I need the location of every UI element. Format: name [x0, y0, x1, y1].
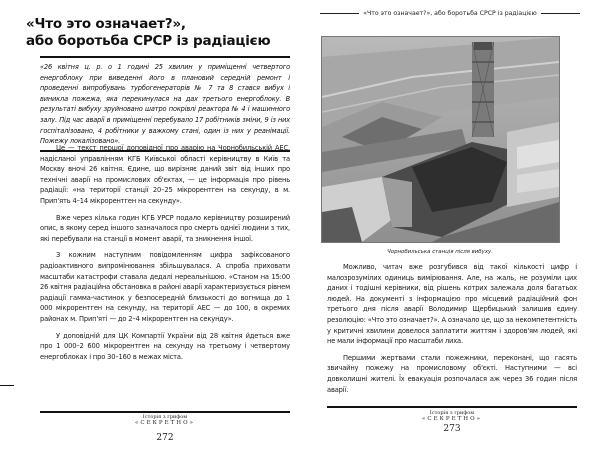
chapter-title [26, 16, 296, 50]
page-number: 273 [443, 424, 461, 434]
paragraph: Можливо, читач вже розгубився від такої кількості цифр і малозрозумілих одиниць вимірювання. Але, на жаль, не розуміли цих даних і тодішні керівники, від рішень котрих залежала доля багатьох людей. На документі з інформацією про місцевий радіаційний фон третього дня після аварії Володимир Щербицький залишив єдину резолюцію: «Что это означает?». А означало це, що за некомпетентність у критичні хвилини довелося заплатити життям і здоров'ям людей, які не мали інформації про масштаби лиха. [327, 263, 577, 346]
footer-divider [327, 406, 577, 408]
right-page-footer [327, 410, 577, 434]
chornobyl-plant-photo [321, 36, 560, 243]
left-page-footer [40, 414, 290, 443]
running-header-text: «Что это означает?», або боротьба СРСР із радіацією [363, 10, 537, 17]
quote-text: «26 квітня ц. р. о 1 годині 25 хвилин у приміщенні четвертого енергоблоку при виведенні його в плановий середній ремонт і проведенні випробувань турбогенераторів № 7 та 8 стався вибух і виникла пожежа, яка перекинулася на дах третього енергоблоку. В результаті вибуху зруйновано шатро покрівлі реактора № 4 і машинного залу. Під час аварії в приміщенні перебувало 17 робітників зміни, 9 із них госпіталізовано, 4 робітники у важкому стані, один із них у реанімації. Пожежу локалізовано». [40, 63, 290, 146]
series-title: Історія з грифом [429, 410, 475, 416]
footer-divider [40, 411, 290, 413]
secret-stamp: «СЕКРЕТНО» [135, 420, 195, 426]
page-number: 272 [156, 433, 174, 443]
paragraph: Першими жертвами стали пожежники, переконані, що гасять звичайну пожежу на промисловому об'єкті. Наступними — всі довколишні жителі. Їх евакуація розпочалася аж через 36 годин після аварії. [327, 353, 577, 394]
left-page-body [40, 143, 290, 368]
chapter-title-line-2: або боротьба СРСР із радіацією [26, 33, 271, 49]
paragraph: Вже через кілька годин КГБ УРСР подало керівництву розширений опис, в якому серед іншого зазначалося про смерть однієї людини з тих, які перебували на станції в момент аварії, та зникнення іншої. [40, 213, 290, 243]
paragraph: Це — текст першої доповідної про аварію на Чорнобильській АЕС, надісланої управлінням КГБ Київської області керівництву в Київ та Москву вночі 26 квітня. Єдине, що вирізняє даний звіт від інших про технічні аварії на промислових об'єктах, — це інформація про рівень радіації: «на території станції 20–25 мікрорентген на секунду, в м. Прип'ять 4–14 мікрорентген на секунду». [40, 144, 290, 205]
running-header [320, 10, 580, 17]
right-page-body [327, 262, 577, 401]
series-title: Історія з грифом [142, 414, 188, 420]
photo-caption: Чорнобильська станція після вибуху. [387, 249, 493, 255]
photo-illustration [322, 37, 559, 242]
header-rule-right [541, 13, 580, 14]
document-quote-block [40, 56, 290, 152]
paragraph: У доповідній для ЦК Компартії України від 28 квітня йдеться вже про 1 000–2 600 мікрорентген на секунду на третьому і четвертому енергоблоках і про 30–160 в межах міста. [40, 331, 290, 361]
margin-rule [0, 385, 14, 386]
paragraph: З кожним наступним повідомленням цифра зафіксованого радіоактивного випромінювання збільшувалася. А спроба приховати масштаби катастрофи ставала дедалі нереальнішою. «Станом на 15:00 26 квітня радіаційна обстановка в районі аварії характеризується рівнем радіації гамма-частинок у безпосередній близькості до вогнища до 1 000 мікрорентген на секунду, на території АЕС — до 100, в окремих районах м. Прип'яті — до 2–4 мікрорентген на секунду». [40, 251, 290, 323]
chapter-title-line-1: «Что это означает?», [26, 16, 186, 32]
secret-stamp: «СЕКРЕТНО» [422, 416, 482, 422]
header-rule-left [320, 13, 359, 14]
